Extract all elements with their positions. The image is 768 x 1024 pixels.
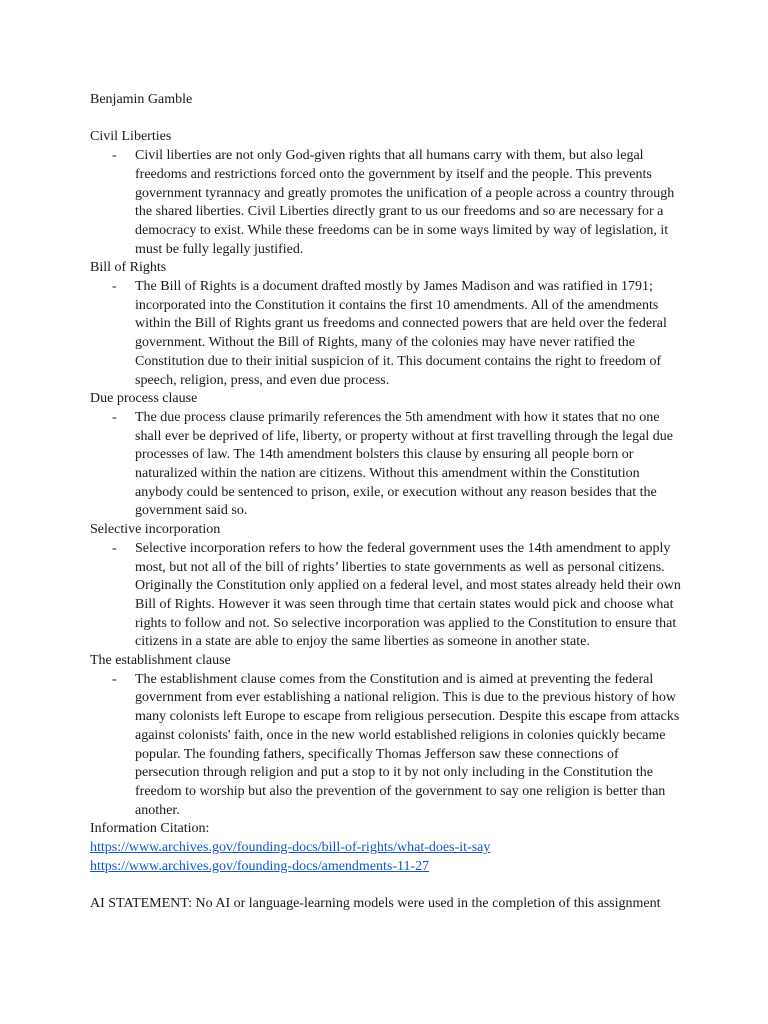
bullet-text: Civil liberties are not only God-given rights that all humans carry with them, but also legal freedoms and restrictions forced onto the government by itself and the people. This prevents government tyrannacy and greatly promotes the unification of a people across a country through the shared liberties. Civil Liberties directly grant to us our freedoms and so are necessary for a democracy to exist. While these freedoms can be in some ways limited by way of legislation, it must be fully legally justified. [135,148,675,257]
bullet-text: The establishment clause comes from the Constitution and is aimed at preventing the federal government from ever establishing a national religion. This is due to the previous history of how many colonists left Europe to escape from religious persecution. Despite this escape from attacks against colonists' faith, once in the new world established religions in colonies quickly became popular. The founding fathers, specifically Thomas Jefferson saw these connections of persecution through religion and put a stop to it by not only including in the Constitution the freedom to worship but also the prevention of the government to say one religion is better than another. [135,671,680,818]
bullet-item-due-process [90,409,690,521]
document-body [90,91,690,914]
bullet-item-civil-liberties [90,147,690,259]
citation-link[interactable]: https://www.archives.gov/founding-docs/bill-of-rights/what-does-it-say [90,840,491,856]
bullet-item-selective-incorporation [90,540,690,652]
section-heading-due-process: Due process clause [90,391,198,407]
citation-link-amendments [90,858,690,877]
citation-label: Information Citation: [90,821,210,837]
bullet-item-establishment-clause [90,671,690,821]
author-name: Benjamin Gamble [90,92,193,107]
bullet-text: Selective incorporation refers to how the federal government uses the 14th amendment to apply most, but not all of the bill of rights’ liberties to state governments as well as personal citizens. Originally the Constitution only applied on a federal level, and most states already held their own Bill of Rights. However it was seen through time that certain states would pick and choose what rights to follow and not. So selective incorporation was applied to the Constitution to ensure that citizens in a state are able to enjoy the same liberties as someone in another state. [135,540,681,650]
section-heading-bill-of-rights: Bill of Rights [90,260,167,276]
blank-line [90,110,690,129]
bullet-dash: - [112,671,117,687]
section-heading-establishment-clause: The establishment clause [90,653,231,669]
ai-statement: AI STATEMENT: No AI or language-learning models were used in the completion of this assignment [90,896,661,912]
citation-link-bill-of-rights [90,839,690,858]
blank-line [90,877,690,896]
section-heading-civil-liberties: Civil Liberties [90,129,172,145]
bullet-dash: - [112,540,117,556]
bullet-item-bill-of-rights [90,278,690,390]
citation-link[interactable]: https://www.archives.gov/founding-docs/amendments-11-27 [90,858,430,874]
bullet-dash: - [112,279,117,295]
bullet-dash: - [112,409,117,425]
section-heading-selective-incorporation: Selective incorporation [90,522,221,538]
bullet-text: The due process clause primarily references the 5th amendment with how it states that no one shall ever be deprived of life, liberty, or property without at first travelling through the legal due processes of law. The 14th amendment bolsters this clause by ensuring all people born or naturalized within the nation are citizens. Without this amendment within the Constitution anybody could be sentenced to prison, exile, or execution without any reason besides that the government said so. [135,409,673,519]
bullet-text: The Bill of Rights is a document drafted mostly by James Madison and was ratified in 1791; incorporated into the Constitution it contains the first 10 amendments. All of the amendments within the Bill of Rights grant us freedoms and connected powers that are held over the federal government. Without the Bill of Rights, many of the colonies may have never ratified the Constitution due to their initial suspicion of it. This document contains the right to freedom of speech, religion, press, and even due process. [135,279,667,388]
bullet-dash: - [112,148,117,164]
